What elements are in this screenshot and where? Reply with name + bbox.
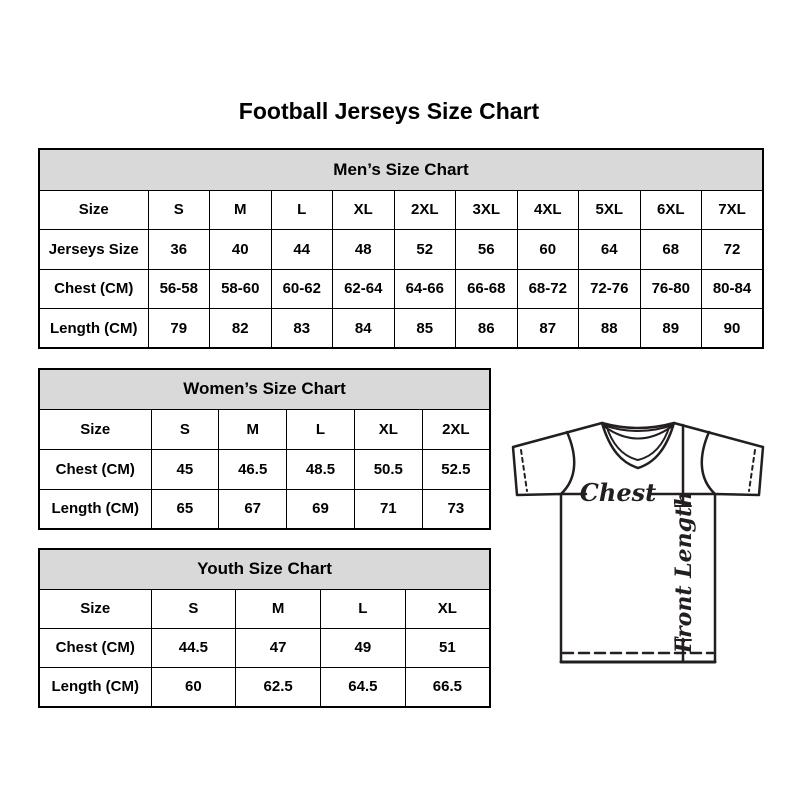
table-cell: 5XL [579, 190, 641, 230]
womens-table-title: Women’s Size Chart [39, 369, 490, 409]
table-cell: M [219, 409, 287, 449]
table-cell: 7XL [702, 190, 764, 230]
table-cell: 69 [287, 489, 355, 529]
row-label: Chest (CM) [39, 628, 151, 667]
table-row [39, 589, 490, 628]
table-cell: 66.5 [405, 668, 490, 707]
table-cell: 66-68 [456, 269, 518, 309]
table-cell: 52 [394, 230, 456, 270]
row-label: Length (CM) [39, 668, 151, 707]
mens-size-table [38, 148, 764, 349]
row-label: Chest (CM) [39, 269, 148, 309]
table-cell: 44.5 [151, 628, 236, 667]
table-cell: 82 [210, 309, 272, 349]
table-cell: 3XL [456, 190, 518, 230]
table-cell: L [321, 589, 406, 628]
table-cell: 79 [148, 309, 210, 349]
table-cell: 62-64 [333, 269, 395, 309]
jersey-outline [513, 423, 763, 662]
table-cell: 48 [333, 230, 395, 270]
table-cell: 46.5 [219, 449, 287, 489]
table-cell: 52.5 [422, 449, 490, 489]
table-row [39, 230, 763, 270]
table-cell: 2XL [422, 409, 490, 449]
row-label: Size [39, 190, 148, 230]
table-row [39, 190, 763, 230]
row-label: Length (CM) [39, 309, 148, 349]
table-cell: 67 [219, 489, 287, 529]
table-row [39, 269, 763, 309]
table-cell: 71 [354, 489, 422, 529]
table-cell: 60 [517, 230, 579, 270]
row-label: Size [39, 409, 151, 449]
table-cell: 64 [579, 230, 641, 270]
table-cell: S [148, 190, 210, 230]
table-row [39, 309, 763, 349]
table-cell: S [151, 589, 236, 628]
table-cell: 6XL [640, 190, 702, 230]
table-cell: 45 [151, 449, 219, 489]
table-cell: L [287, 409, 355, 449]
youth-table-title: Youth Size Chart [39, 549, 490, 589]
row-label: Chest (CM) [39, 449, 151, 489]
table-cell: 64-66 [394, 269, 456, 309]
table-row [39, 409, 490, 449]
table-row [39, 628, 490, 667]
table-cell: M [210, 190, 272, 230]
table-cell: 56-58 [148, 269, 210, 309]
table-row [39, 489, 490, 529]
mens-table-title: Men’s Size Chart [39, 149, 763, 190]
jersey-diagram-svg [490, 400, 790, 680]
table-cell: 44 [271, 230, 333, 270]
row-label: Length (CM) [39, 489, 151, 529]
table-row [39, 449, 490, 489]
table-cell: L [271, 190, 333, 230]
table-cell: 86 [456, 309, 518, 349]
table-cell: 89 [640, 309, 702, 349]
table-cell: 80-84 [702, 269, 764, 309]
row-label: Size [39, 589, 151, 628]
table-cell: S [151, 409, 219, 449]
table-cell: 60 [151, 668, 236, 707]
table-cell: 36 [148, 230, 210, 270]
table-row [39, 668, 490, 707]
table-cell: 68-72 [517, 269, 579, 309]
table-cell: 90 [702, 309, 764, 349]
table-cell: 68 [640, 230, 702, 270]
row-label: Jerseys Size [39, 230, 148, 270]
page-title: Football Jerseys Size Chart [238, 98, 540, 124]
front-length-label: Front Length [671, 490, 697, 654]
table-cell: 88 [579, 309, 641, 349]
table-header-row [39, 149, 763, 190]
table-cell: 51 [405, 628, 490, 667]
table-cell: 58-60 [210, 269, 272, 309]
table-cell: 4XL [517, 190, 579, 230]
table-cell: XL [333, 190, 395, 230]
table-cell: 84 [333, 309, 395, 349]
table-cell: 60-62 [271, 269, 333, 309]
table-cell: 2XL [394, 190, 456, 230]
table-cell: 87 [517, 309, 579, 349]
table-cell: 50.5 [354, 449, 422, 489]
table-header-row [39, 369, 490, 409]
table-cell: XL [354, 409, 422, 449]
womens-size-table [38, 368, 491, 530]
table-cell: 83 [271, 309, 333, 349]
table-cell: 76-80 [640, 269, 702, 309]
table-cell: XL [405, 589, 490, 628]
table-header-row [39, 549, 490, 589]
table-cell: 72 [702, 230, 764, 270]
jersey-measurement-diagram [490, 400, 790, 680]
table-cell: 47 [236, 628, 321, 667]
table-cell: M [236, 589, 321, 628]
table-cell: 72-76 [579, 269, 641, 309]
table-cell: 40 [210, 230, 272, 270]
youth-size-table [38, 548, 491, 708]
table-cell: 56 [456, 230, 518, 270]
table-cell: 64.5 [321, 668, 406, 707]
table-cell: 65 [151, 489, 219, 529]
table-cell: 48.5 [287, 449, 355, 489]
table-cell: 85 [394, 309, 456, 349]
table-cell: 62.5 [236, 668, 321, 707]
table-cell: 49 [321, 628, 406, 667]
table-cell: 73 [422, 489, 490, 529]
chest-label: Chest [579, 478, 657, 507]
